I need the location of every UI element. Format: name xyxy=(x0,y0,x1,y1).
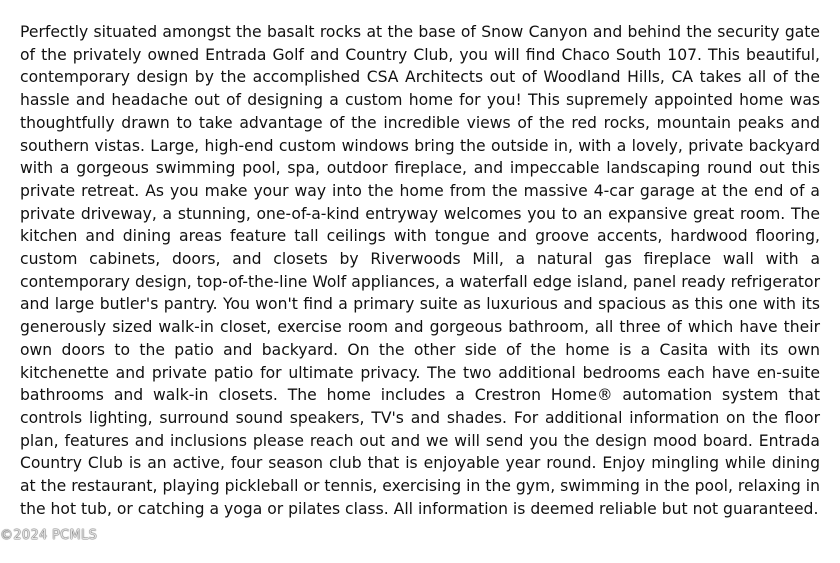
listing-description-text: Perfectly situated amongst the basalt rocks at the base of Snow Canyon and behind the security gate of the privately owned Entrada Golf and Country Club, you will find Chaco South 107. This beautiful, contemporary design by the accomplished CSA Architects out of Woodland Hills, CA takes all of the hassle and headache out of designing a custom home for you! This supremely appointed home was thoughtfully drawn to take advantage of the incredible views of the red rocks, mountain peaks and southern vistas. Large, high-end custom windows bring the outside in, with a lovely, private backyard with a gorgeous swimming pool, spa, outdoor fireplace, and impeccable landscaping round out this private retreat. As you make your way into the home from the massive 4-car garage at the end of a private driveway, a stunning, one-of-a-kind entryway welcomes you to an expansive great room. The kitchen and dining areas feature tall ceilings with tongue and groove accents, hardwood flooring, custom cabinets, doors, and closets by Riverwoods Mill, a natural gas fireplace wall with a contemporary design, top-of-the-line Wolf appliances, a waterfall edge island, panel ready refrigerator and large butler's pantry. You won't find a primary suite as luxurious and spacious as this one with its generously sized walk-in closet, exercise room and gorgeous bathroom, all three of which have their own doors to the patio and backyard. On the other side of the home is a Casita with its own kitchenette and private patio for ultimate privacy. The two additional bedrooms each have en-suite bathrooms and walk-in closets. The home includes a Crestron Home® automation system that controls lighting, surround sound speakers, TV's and shades. For additional information on the floor plan, features and inclusions please reach out and we will send you the design mood board. Entrada Country Club is an active, four season club that is enjoyable year round. Enjoy mingling while dining at the restaurant, playing pickleball or tennis, exercising in the gym, swimming in the pool, relaxing in the hot tub, or catching a yoga or pilates class. All information is deemed reliable but not guaranteed. xyxy=(20,23,820,518)
copyright-watermark: ©2024 PCMLS xyxy=(0,528,98,543)
